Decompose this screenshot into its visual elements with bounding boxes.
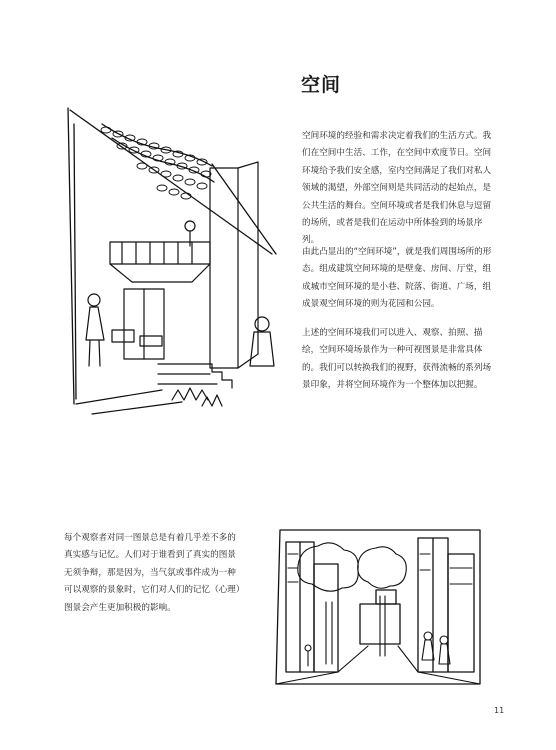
caption-paragraph: 每个观察者对同一图景总是有着几乎差不多的真实感与记忆。人们对于谁看到了真实的图景无须争辩，那是因为，当气氛或事件成为一种可以观察的景象时，它们对人们的记忆（心理）图景会产生更加积极的影响。: [64, 533, 241, 613]
body-paragraph-2: 由此凸显出的“空间环境”，就是我们周围场所的形态。组成建筑空间环境的是壁龛、房间、厅堂，组成城市空间环境的是小巷、院落、街道、广场，组成景观空间环境的则为花园和公园。: [302, 247, 492, 310]
body-paragraph-1: 空间环境的经验和需求决定着我们的生活方式。我们在空间中生活、工作，在空间中欢度节日。空间环境给予我们安全感，室内空间满足了我们对私人领域的渴望，外部空间则是共同活动的起始点，是公共生活的舞台。空间环境或者是我们休息与逗留的场所，或者是我们在运动中所体验到的场景序列。: [302, 131, 492, 246]
interior-courtyard-sketch: [62, 104, 284, 424]
body-paragraph-3: 上述的空间环境我们可以进入、观察、拍照、描绘，空间环境场景作为一种可视图景是非常具体的。我们可以转换我们的视野，获得流畅的系列场景印象，并将空间环境作为一个整体加以把握。: [302, 328, 492, 391]
page-number: 11: [494, 706, 505, 715]
street-with-trees-sketch: [268, 524, 494, 696]
page-title: 空间: [301, 74, 342, 96]
